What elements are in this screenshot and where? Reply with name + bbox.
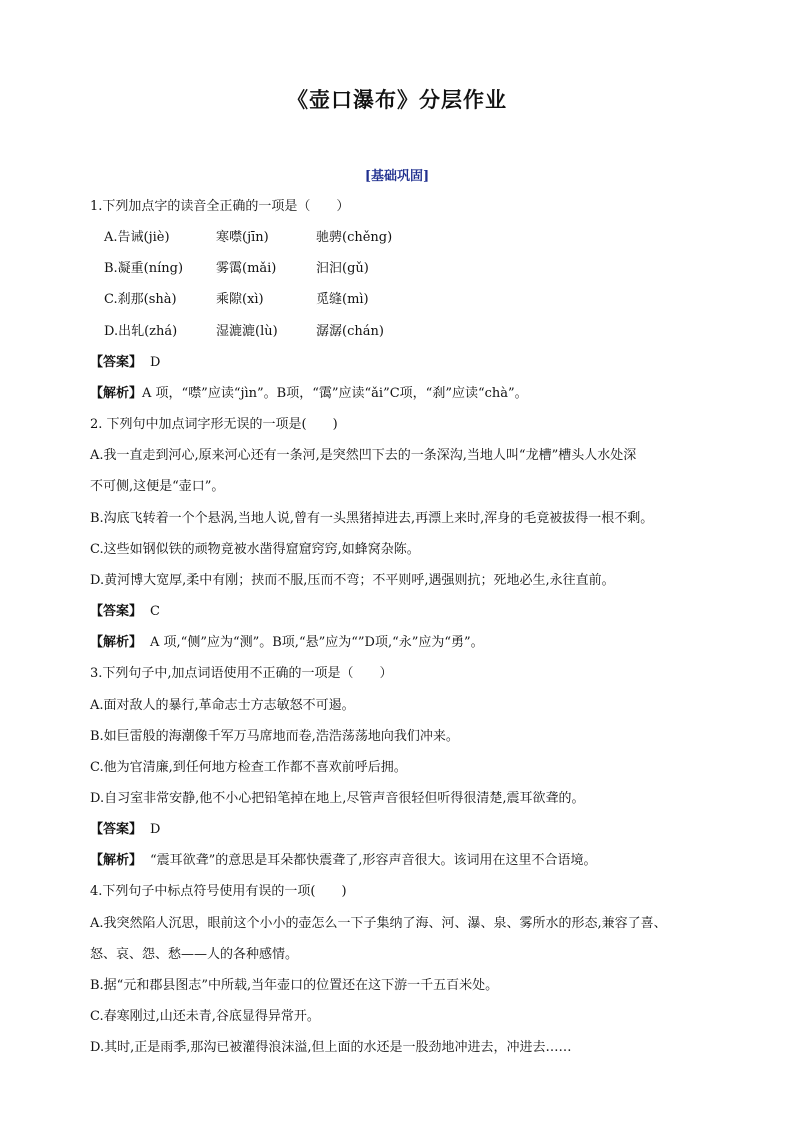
- question-3-stem: 3.下列句子中,加点词语使用不正确的一项是（ ）: [90, 666, 393, 681]
- q4-option-a-line-2: 怒、哀、怨、愁——人的各种感情。: [90, 947, 299, 962]
- answer-value: D: [150, 822, 161, 837]
- q1-analysis: [90, 384, 730, 404]
- answer-value: D: [150, 355, 161, 370]
- analysis-tag: 【解析】: [90, 386, 143, 401]
- q2-option-d: D.黄河博大宽厚,柔中有刚；挟而不服,压而不弯；不平则呼,遇强则抗；死地必生,永往直前。: [90, 573, 615, 588]
- q1-option-b-word-3: 汩汩(gǔ): [316, 261, 369, 276]
- q2-analysis: [90, 633, 730, 653]
- analysis-tag: 【解析】: [90, 635, 143, 650]
- analysis-text: A 项,“侧”应为“测”。B项,“悬”应为“”D项,“永”应为“勇”。: [150, 635, 484, 650]
- answer-value: C: [150, 604, 160, 619]
- q1-option-b-word-1: B.凝重(níng): [104, 261, 184, 276]
- q1-option-d-word-1: D.出轧(zhá): [104, 324, 178, 339]
- answer-tag: 【答案】: [90, 355, 143, 370]
- q4-option-b: B.据“元和郡县图志”中所载,当年壶口的位置还在这下游一千五百米处。: [90, 978, 499, 993]
- q1-option-a-word-3: 驰骋(chěng): [316, 230, 393, 245]
- question-4-stem: 4.下列句子中标点符号使用有误的一项( ): [90, 884, 347, 899]
- q3-option-d: D.自习室非常安静,他不小心把铅笔掉在地上,尽管声音很轻但听得很清楚,震耳欲聋的。: [90, 791, 585, 806]
- answer-tag: 【答案】: [90, 604, 143, 619]
- question-2-stem: 2. 下列句中加点词字形无误的一项是( ): [90, 417, 338, 432]
- q4-option-c: C.春寒刚过,山还未青,谷底显得异常开。: [90, 1009, 320, 1024]
- q1-option-d-word-3: 潺潺(chán): [316, 324, 384, 339]
- q3-option-a: A.面对敌人的暴行,革命志士方志敏怒不可遏。: [90, 698, 355, 713]
- q2-answer: [90, 602, 730, 622]
- analysis-tag: 【解析】: [90, 853, 143, 868]
- section-heading: [基础巩固]: [364, 169, 430, 184]
- q1-option-a-word-2: 寒噤(jīn): [216, 230, 269, 245]
- q2-option-b: B.沟底飞转着一个个悬涡,当地人说,曾有一头黑猪掉进去,再漂上来时,浑身的毛竟被拔得一根不剩。: [90, 511, 654, 526]
- q1-option-c-word-2: 乘隙(xì): [216, 292, 264, 307]
- q3-option-b: B.如巨雷般的海潮像千军万马席地而卷,浩浩荡荡地向我们冲来。: [90, 729, 459, 744]
- q1-answer: [90, 353, 730, 373]
- analysis-text: A 项，“噤”应读“jìn”。B项，“霭”应读“ǎi”C项，“刹”应读“chà”。: [142, 386, 528, 401]
- q3-answer: [90, 820, 730, 840]
- question-1-stem: 1.下列加点字的读音全正确的一项是（ ）: [90, 199, 350, 214]
- q1-option-c-word-1: C.刹那(shà): [104, 292, 177, 307]
- q2-option-a-line-2: 不可侧,这便是“壶口”。: [90, 479, 225, 494]
- analysis-text: “震耳欲聋”的意思是耳朵都快震聋了,形容声音很大。该词用在这里不合语境。: [150, 853, 597, 868]
- q1-option-a-word-1: A.告诫(jiè): [104, 230, 170, 245]
- q4-option-a-line-1: A.我突然陷人沉思，眼前这个小小的壶怎么一下子集纳了海、河、瀑、泉、雾所水的形态,兼容了喜、: [90, 916, 667, 931]
- page-title: 《壶口瀑布》分层作业: [287, 88, 507, 112]
- q1-option-b-word-2: 雾霭(mǎi): [216, 261, 277, 276]
- q3-option-c: C.他为官清廉,到任何地方检查工作都不喜欢前呼后拥。: [90, 760, 407, 775]
- q2-option-c: C.这些如钢似铁的顽物竟被水凿得窟窟窍窍,如蜂窝杂陈。: [90, 542, 420, 557]
- q2-option-a-line-1: A.我一直走到河心,原来河心还有一条河,是突然凹下去的一条深沟,当地人叫“龙槽”槽头人水处深: [90, 448, 637, 463]
- q1-option-c-word-3: 觅缝(mì): [316, 292, 369, 307]
- answer-tag: 【答案】: [90, 822, 143, 837]
- q3-analysis: [90, 851, 730, 871]
- q1-option-d-word-2: 湿漉漉(lù): [216, 324, 278, 339]
- q4-option-d: D.其时,正是雨季,那沟已被灌得浪沫溢,但上面的水还是一股劲地冲进去，冲进去……: [90, 1040, 572, 1055]
